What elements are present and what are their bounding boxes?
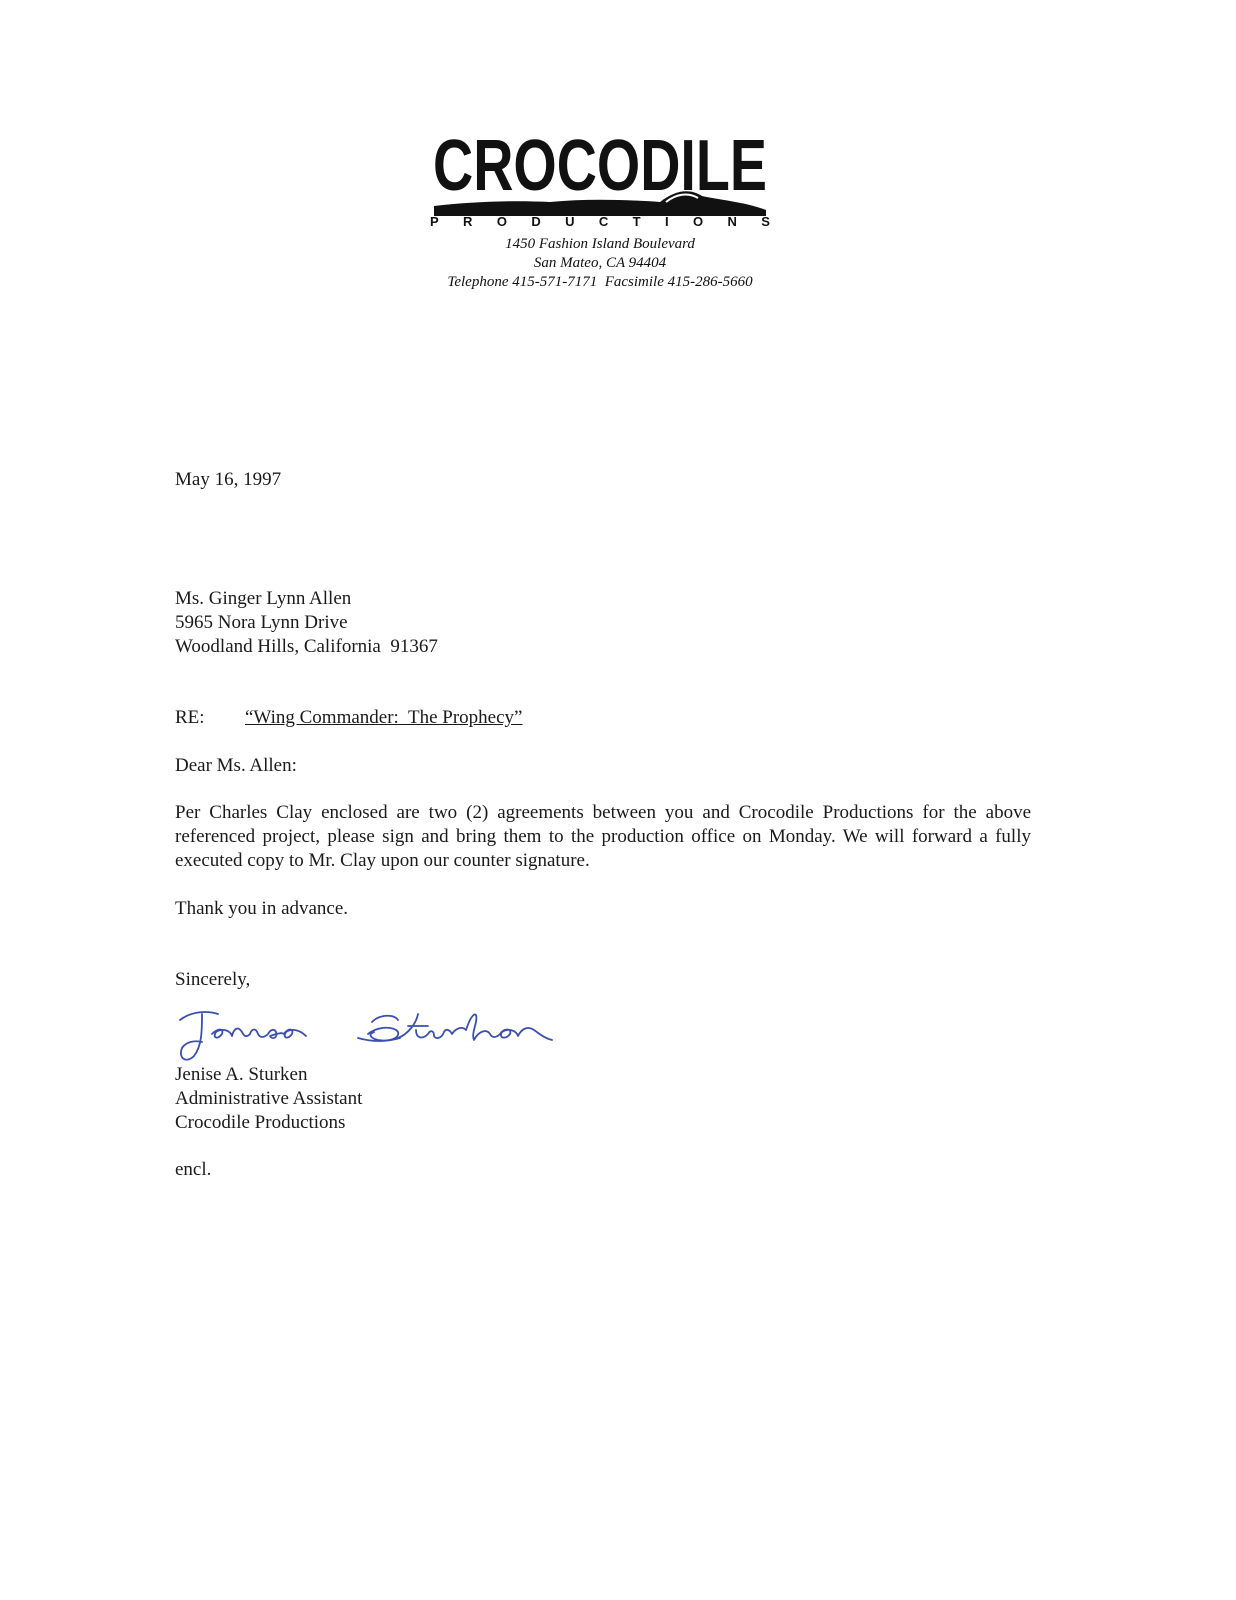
- letter-date: May 16, 1997: [175, 469, 282, 490]
- recipient-name: Ms. Ginger Lynn Allen: [175, 588, 352, 609]
- enclosure-note: encl.: [175, 1159, 212, 1180]
- handwritten-signature: [172, 998, 632, 1068]
- sender-company: Crocodile Productions: [175, 1112, 346, 1133]
- address-line-2: San Mateo, CA 94404: [533, 255, 667, 271]
- address-line-1: 1450 Fashion Island Boulevard: [505, 236, 695, 252]
- logo-subtitle-letter: O: [496, 214, 507, 229]
- recipient-street: 5965 Nora Lynn Drive: [175, 612, 348, 633]
- logo-subtitle-letter: N: [727, 214, 737, 229]
- logo-subtitle-letter: C: [598, 214, 609, 229]
- body-paragraph: Per Charles Clay enclosed are two (2) agreements between you and Crocodile Productions for the above referenced project, please sign and bring them to the production office on Monday. We will forward a fully executed copy to Mr. Clay upon our counter signature.: [175, 802, 1031, 871]
- logo-subtitle: [430, 214, 770, 229]
- logo-subtitle-letter: O: [692, 214, 704, 229]
- re-label: RE:: [175, 707, 205, 728]
- salutation: Dear Ms. Allen:: [175, 755, 297, 776]
- contact-line: Telephone 415-571-7171 Facsimile 415-286-5660: [447, 274, 753, 290]
- logo-subtitle-letter: D: [531, 214, 541, 229]
- logo-subtitle-letter: S: [761, 214, 770, 229]
- subject-line: [175, 706, 522, 730]
- recipient-address: [175, 587, 438, 659]
- thanks-line: Thank you in advance.: [175, 898, 349, 919]
- logo-subtitle-letter: I: [664, 214, 669, 229]
- logo-subtitle-letter: U: [565, 214, 575, 229]
- sender-block: [175, 1063, 362, 1135]
- crocodile-logo: [430, 128, 770, 212]
- logo-subtitle-letter: R: [463, 214, 473, 229]
- sender-title: Administrative Assistant: [175, 1088, 363, 1109]
- logo-subtitle-letter: T: [632, 214, 641, 229]
- logo-wordmark: CROCODILE: [433, 126, 767, 206]
- closing: Sincerely,: [175, 969, 251, 990]
- letterhead-address: [430, 235, 770, 292]
- sender-name: Jenise A. Sturken: [175, 1064, 308, 1085]
- letterhead: [430, 128, 770, 292]
- logo-subtitle-letter: P: [430, 214, 439, 229]
- recipient-city: Woodland Hills, California 91367: [175, 636, 438, 657]
- re-title: “Wing Commander: The Prophecy”: [245, 707, 523, 728]
